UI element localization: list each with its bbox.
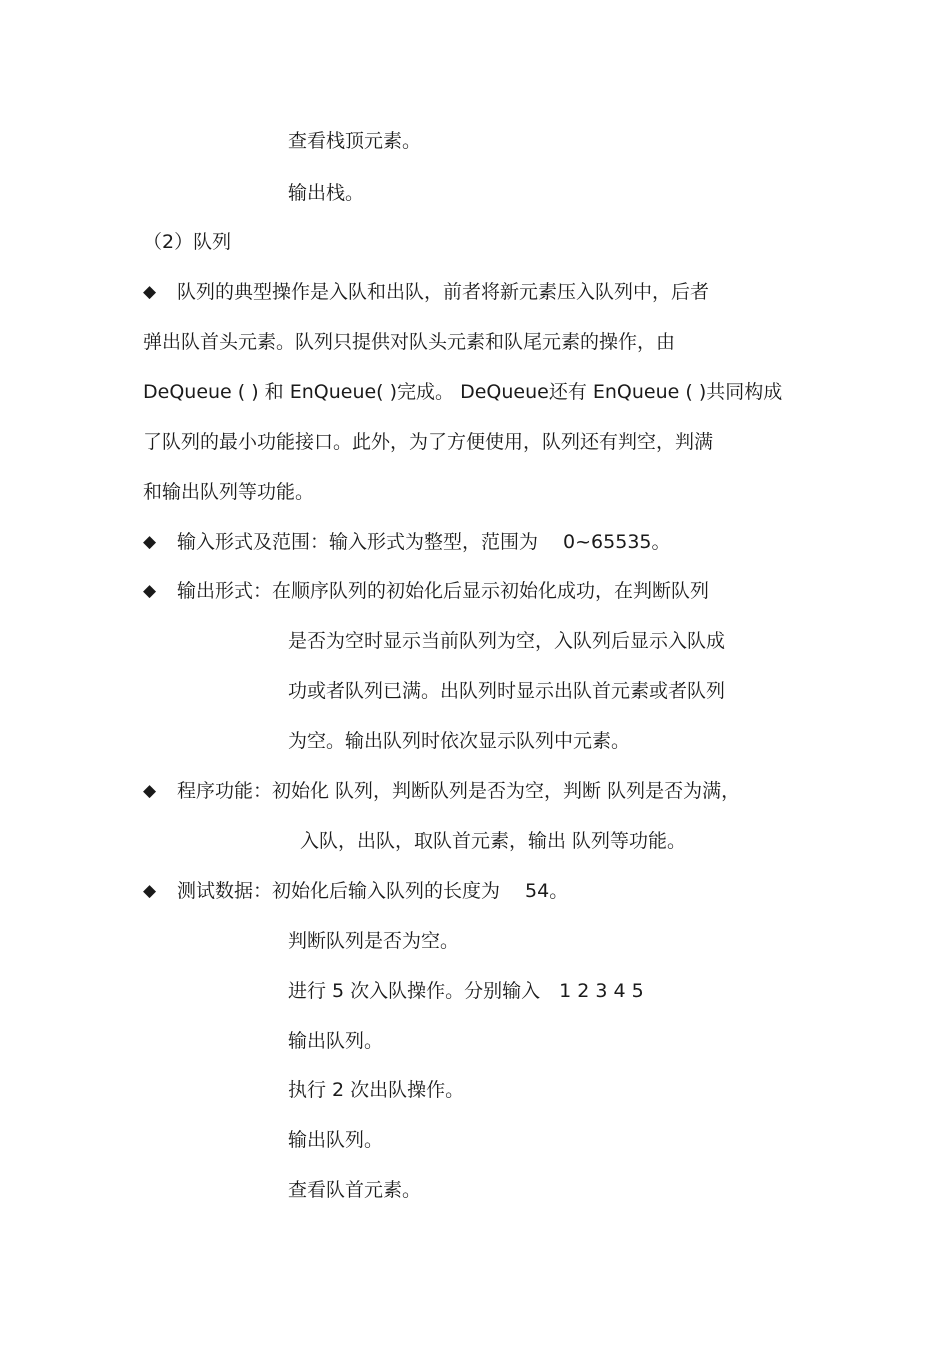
- bullet-icon: ◆: [143, 282, 157, 302]
- intro-line-2: 弹出队首头元素。队列只提供对队头元素和队尾元素的操作，由: [143, 331, 676, 353]
- program-function-line-2: 入队，出队，取队首元素，输出 队列等功能。: [300, 830, 687, 852]
- intro-line-1: 队列的典型操作是入队和出队，前者将新元素压入队列中，后者: [177, 281, 710, 303]
- test-data-line-7: 查看队首元素。: [288, 1179, 422, 1201]
- input-format-line: 输入形式及范围：输入形式为整型，范围为 0~65535。: [177, 531, 671, 553]
- test-data-line-6: 输出队列。: [288, 1129, 384, 1151]
- test-data-line-3: 进行 5 次入队操作。分别输入 1 2 3 4 5: [288, 980, 644, 1002]
- intro-line-5: 和输出队列等功能。: [143, 481, 315, 503]
- intro-line-3: DeQueue ( ) 和 EnQueue( )完成。 DeQueue还有 EnQueue ( )共同构成: [143, 381, 783, 403]
- bullet-icon: ◆: [143, 881, 157, 901]
- test-data-line-5: 执行 2 次出队操作。: [288, 1079, 465, 1101]
- test-data-line-4: 输出队列。: [288, 1030, 384, 1052]
- bullet-icon: ◆: [143, 581, 157, 601]
- intro-line-4: 了队列的最小功能接口。此外，为了方便使用，队列还有判空，判满: [143, 431, 714, 453]
- test-data-line-1: 测试数据：初始化后输入队列的长度为 54。: [177, 880, 569, 902]
- output-format-line-1: 输出形式：在顺序队列的初始化后显示初始化成功，在判断队列: [177, 580, 710, 602]
- section-heading-queue: （2）队列: [143, 231, 232, 253]
- test-data-line-2: 判断队列是否为空。: [288, 930, 460, 952]
- bullet-icon: ◆: [143, 781, 157, 801]
- bullet-icon: ◆: [143, 532, 157, 552]
- output-format-line-2: 是否为空时显示当前队列为空，入队列后显示入队成: [288, 630, 726, 652]
- stack-step-output: 输出栈。: [288, 182, 365, 204]
- output-format-line-3: 功或者队列已满。出队列时显示出队首元素或者队列: [288, 680, 726, 702]
- output-format-line-4: 为空。输出队列时依次显示队列中元素。: [288, 730, 631, 752]
- program-function-line-1: 程序功能：初始化 队列，判断队列是否为空，判断 队列是否为满，: [177, 780, 741, 802]
- stack-step-view-top: 查看栈顶元素。: [288, 130, 422, 152]
